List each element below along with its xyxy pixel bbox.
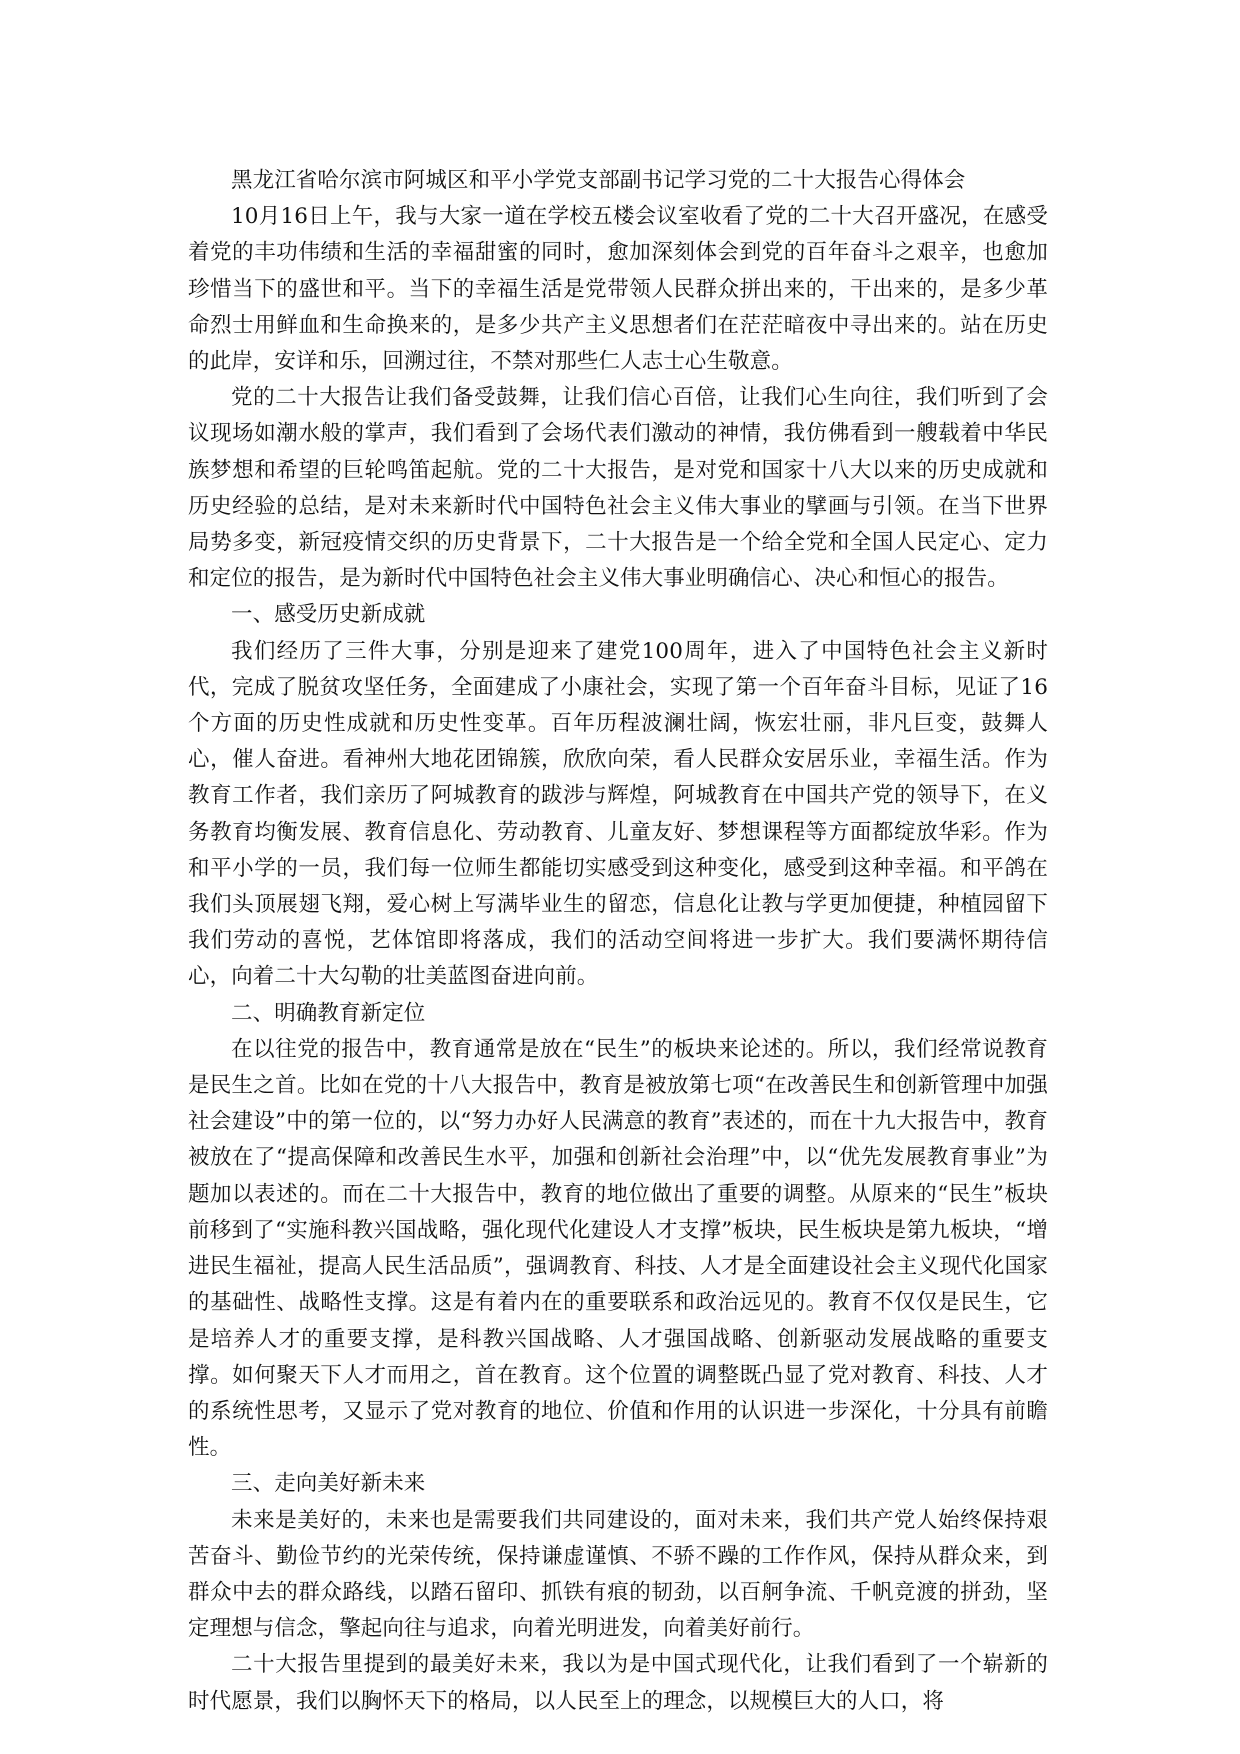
paragraph-future: 未来是美好的，未来也是需要我们共同建设的，面对未来，我们共产党人始终保持艰苦奋斗、勤俭节约的光荣传统，保持谦虚谨慎、不骄不躁的工作作风，保持从群众来，到群众中去的群众路线，以踏石留印、抓铁有痕的韧劲，以百舸争流、千帆竞渡的拼劲，坚定理想与信念，擎起向往与追求，向着光明进发，向着美好前行。 (188, 1507, 1048, 1642)
paragraph-historic-achievements: 我们经历了三件大事，分别是迎来了建党100周年，进入了中国特色社会主义新时代，完成了脱贫攻坚任务，全面建成了小康社会，实现了第一个百年奋斗目标，见证了16个方面的历史性成就和历史性变革。百年历程波澜壮阔，恢宏壮丽，非凡巨变，鼓舞人心，催人奋进。看神州大地花团锦簇，欣欣向荣，看人民群众安居乐业，幸福生活。作为教育工作者，我们亲历了阿城教育的跋涉与辉煌，阿城教育在中国共产党的领导下，在义务教育均衡发展、教育信息化、劳动教育、儿童友好、梦想课程等方面都绽放华彩。作为和平小学的一员，我们每一位师生都能切实感受到这种变化，感受到这种幸福。和平鸽在我们头顶展翅飞翔，爱心树上写满毕业生的留恋，信息化让教与学更加便捷，种植园留下我们劳动的喜悦，艺体馆即将落成，我们的活动空间将进一步扩大。我们要满怀期待信心，向着二十大勾勒的壮美蓝图奋进向前。 (188, 638, 1048, 990)
paragraph-opening: 10月16日上午，我与大家一道在学校五楼会议室收看了党的二十大召开盛况，在感受着党的丰功伟绩和生活的幸福甜蜜的同时，愈加深刻体会到党的百年奋斗之艰辛，也愈加珍惜当下的盛世和平。当下的幸福生活是党带领人民群众拼出来的，干出来的，是多少革命烈士用鲜血和生命换来的，是多少共产主义思想者们在茫茫暗夜中寻出来的。站在历史的此岸，安详和乐，回溯过往，不禁对那些仁人志士心生敬意。 (188, 204, 1048, 375)
paragraph-report-impression: 党的二十大报告让我们备受鼓舞，让我们信心百倍，让我们心生向往，我们听到了会议现场如潮水般的掌声，我们看到了会场代表们激动的神情，我仿佛看到一艘载着中华民族梦想和希望的巨轮鸣笛起航。党的二十大报告，是对党和国家十八大以来的历史成就和历史经验的总结，是对未来新时代中国特色社会主义伟大事业的擘画与引领。在当下世界局势多变，新冠疫情交织的历史背景下，二十大报告是一个给全党和全国人民定心、定力和定位的报告，是为新时代中国特色社会主义伟大事业明确信心、决心和恒心的报告。 (188, 385, 1048, 592)
section-heading-3: 三、走向美好新未来 (231, 1471, 426, 1497)
section-heading-2: 二、明确教育新定位 (231, 1000, 426, 1026)
document-title: 黑龙江省哈尔滨市阿城区和平小学党支部副书记学习党的二十大报告心得体会 (231, 168, 966, 193)
section-heading-1: 一、感受历史新成就 (231, 602, 426, 628)
paragraph-education-position: 在以往党的报告中，教育通常是放在“民生”的板块来论述的。所以，我们经常说教育是民生之首。比如在党的十八大报告中，教育是被放第七项“在改善民生和创新管理中加强社会建设”中的第一位的，以“努力办好人民满意的教育”表述的，而在十九大报告中，教育被放在了“提高保障和改善民生水平，加强和创新社会治理”中，以“优先发展教育事业”为题加以表述的。而在二十大报告中，教育的地位做出了重要的调整。从原来的“民生”板块前移到了“实施科教兴国战略，强化现代化建设人才支撑”板块，民生板块是第九板块，“增进民生福祉，提高人民生活品质”，强调教育、科技、人才是全面建设社会主义现代化国家的基础性、战略性支撑。这是有着内在的重要联系和政治远见的。教育不仅仅是民生，它是培养人才的重要支撑，是科教兴国战略、人才强国战略、创新驱动发展战略的重要支撑。如何聚天下人才而用之，首在教育。这个位置的调整既凸显了党对教育、科技、人才的系统性思考，又显示了党对教育的地位、价值和作用的认识进一步深化，十分具有前瞻性。 (188, 1036, 1048, 1461)
document-body (188, 163, 1048, 1720)
paragraph-modernization: 二十大报告里提到的最美好未来，我以为是中国式现代化，让我们看到了一个崭新的时代愿景，我们以胸怀天下的格局，以人民至上的理念，以规模巨大的人口，将 (188, 1652, 1048, 1714)
